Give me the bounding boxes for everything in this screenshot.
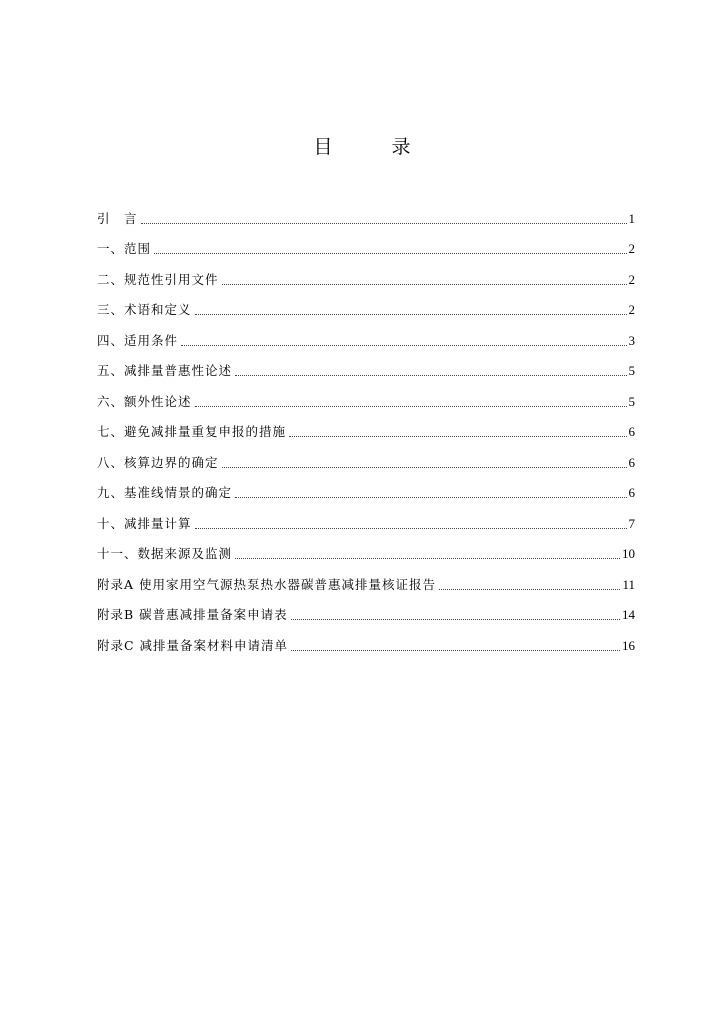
toc-leader-dots: [195, 405, 627, 407]
toc-entry-page: 2: [628, 241, 635, 256]
toc-entry-label: 一、范围: [97, 241, 152, 256]
toc-entry-label: 七、避免减排量重复申报的措施: [97, 424, 287, 439]
toc-entry[interactable]: [97, 351, 635, 382]
toc-entry-label: 十一、数据来源及监测: [97, 546, 233, 561]
toc-leader-dots: [195, 527, 627, 529]
toc-entry-page: 1: [628, 210, 635, 226]
toc-entry[interactable]: [97, 564, 635, 595]
toc-entry-label: 附录A 使用家用空气源热泵热水器碳普惠减排量核证报告: [97, 576, 437, 592]
toc-entry-page: 6: [628, 454, 635, 470]
toc-entry[interactable]: [97, 625, 635, 656]
toc-entry-page: 5: [628, 393, 635, 409]
toc-entry-label: 八、核算边界的确定: [97, 454, 219, 470]
toc-entry-label: 引 言: [97, 210, 138, 226]
toc-entry-label: 附录B 碳普惠减排量备案申请表: [97, 607, 288, 622]
toc-entry[interactable]: [97, 259, 635, 290]
toc-entry-page: 7: [628, 515, 635, 531]
toc-entry-label: 四、适用条件: [97, 332, 179, 348]
toc-leader-dots: [222, 283, 627, 285]
toc-entry[interactable]: [97, 442, 635, 473]
toc-entry-page: 6: [628, 485, 635, 500]
toc-leader-dots: [439, 588, 620, 590]
toc-entry[interactable]: [97, 412, 635, 443]
toc-leader-dots: [235, 496, 626, 498]
toc-entry[interactable]: [97, 229, 635, 260]
toc-entry-label: 十、减排量计算: [97, 515, 192, 531]
toc-entry-page: 10: [622, 546, 635, 561]
toc-leader-dots: [291, 649, 620, 651]
toc-entry-label: 五、减排量普惠性论述: [97, 363, 233, 378]
toc-entry[interactable]: [97, 473, 635, 504]
toc-leader-dots: [181, 344, 626, 346]
page-title: 目 录: [313, 136, 431, 158]
toc-entry-page: 2: [628, 271, 635, 287]
toc-entry-page: 2: [628, 302, 635, 317]
toc-leader-dots: [154, 252, 626, 254]
toc-entry[interactable]: [97, 290, 635, 321]
toc-entry[interactable]: [97, 503, 635, 534]
toc-leader-dots: [222, 466, 627, 468]
toc-leader-dots: [291, 618, 620, 620]
toc-leader-dots: [289, 435, 626, 437]
toc-entry-label: 三、术语和定义: [97, 302, 192, 317]
toc-entry[interactable]: [97, 198, 635, 229]
toc-leader-dots: [141, 222, 627, 224]
toc-leader-dots: [195, 313, 627, 315]
toc-entry-page: 6: [628, 424, 635, 439]
toc-leader-dots: [235, 557, 620, 559]
toc-entry[interactable]: [97, 595, 635, 626]
toc-entry-label: 二、规范性引用文件: [97, 271, 219, 287]
toc-entry-page: 11: [622, 576, 635, 592]
toc-entry-page: 14: [622, 607, 635, 622]
toc-entry[interactable]: [97, 534, 635, 565]
table-of-contents: [97, 198, 635, 656]
toc-entry[interactable]: [97, 320, 635, 351]
toc-entry-label: 六、额外性论述: [97, 393, 192, 409]
toc-entry-label: 九、基准线情景的确定: [97, 485, 233, 500]
toc-entry-page: 5: [628, 363, 635, 378]
toc-entry-page: 16: [622, 637, 635, 653]
toc-entry-label: 附录C 减排量备案材料申请清单: [97, 637, 289, 653]
toc-entry-page: 3: [628, 332, 635, 348]
toc-entry[interactable]: [97, 381, 635, 412]
toc-leader-dots: [235, 374, 626, 376]
